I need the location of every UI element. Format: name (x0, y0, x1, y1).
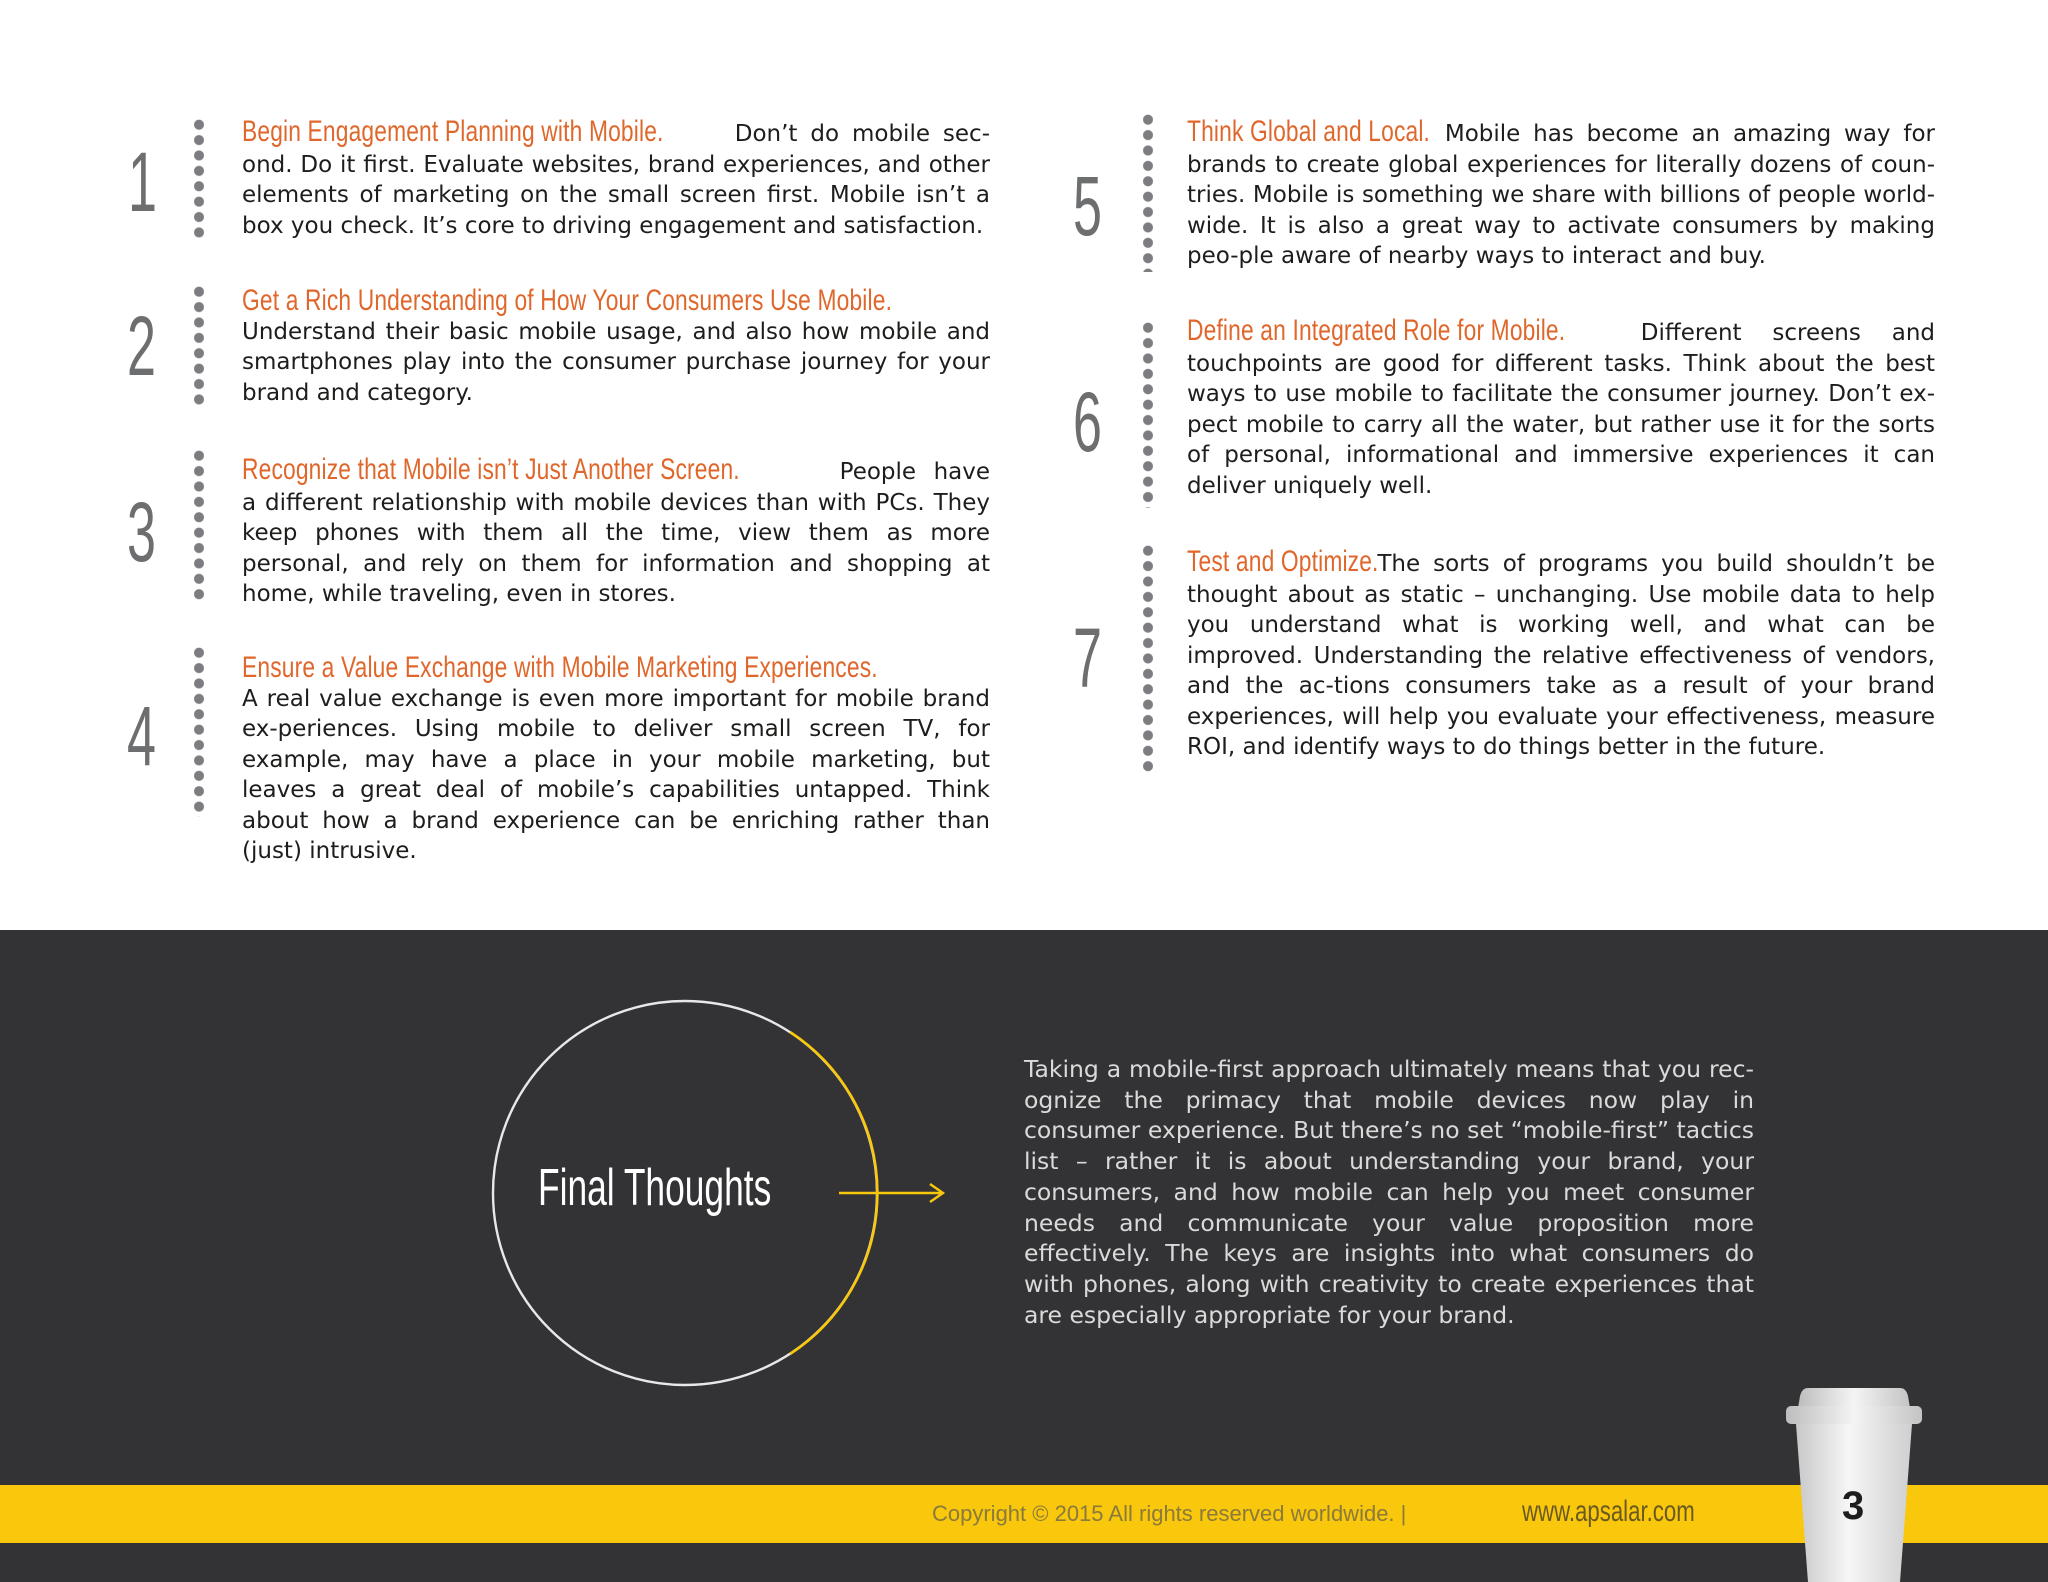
tip-number: 1 (128, 135, 157, 229)
tip-body: A real value exchange is even more important for mobile brand ex-periences. Using mobile to deliver small screen TV, for example, may have a place in your mobile marketing, but leaves a great deal of mobile’s capabilities untapped. Think about how a brand experience can be enriching rather than (just) intrusive. (242, 685, 990, 864)
tip-text (242, 653, 990, 867)
website-link[interactable]: www.apsalar.com (1522, 1495, 1695, 1528)
tip-number: 6 (1073, 375, 1102, 469)
tip-title: Recognize that Mobile isn’t Just Another Screen. (242, 453, 740, 486)
tip-number: 2 (127, 299, 156, 393)
dot-divider (1143, 320, 1153, 508)
tip-title: Define an Integrated Role for Mobile. (1187, 314, 1566, 347)
dot-divider (194, 284, 204, 406)
copyright-text: Copyright © 2015 All rights reserved worldwide. | (932, 1501, 1407, 1526)
page-number: 3 (1842, 1484, 1865, 1528)
tip-body: Understand their basic mobile usage, and also how mobile and smartphones play into the consumer purchase journey for your brand and category. (242, 318, 990, 406)
final-thoughts-body: Taking a mobile-first approach ultimately means that you rec-ognize the primacy that mobile devices now play in consumer experience. But there’s no set “mobile-first” tactics list – rather it is about understanding your brand, your consumers, and how mobile can help you meet consumer needs and communicate your value proposition more effectively. The keys are insights into what consumers do with phones, along with creativity to create experiences that are especially appropriate for your brand. (1024, 1055, 1754, 1329)
tip-title: Ensure a Value Exchange with Mobile Marketing Experiences. (242, 651, 878, 684)
dot-divider (1143, 543, 1153, 773)
tip-title: Test and Optimize. (1187, 545, 1379, 578)
tip-number: 7 (1073, 611, 1102, 705)
tip-text (1187, 547, 1935, 763)
tip-body: Different screens and touchpoints are good for different tasks. Think about the best ways to use mobile to facilitate the consumer journey. Don’t ex-pect mobile to carry all the water, but rather use it for the sorts of personal, informational and immersive experiences it can deliver uniquely well. (1187, 320, 1935, 499)
arrow-right-icon (838, 1182, 946, 1204)
final-thoughts-title: Final Thoughts (538, 1159, 772, 1217)
tip-title: Begin Engagement Planning with Mobile. (242, 115, 664, 148)
tip-text (1187, 316, 1935, 501)
tip-text (1187, 117, 1935, 272)
tip-text (242, 455, 990, 610)
tip-text (242, 117, 990, 241)
tip-title: Think Global and Local. (1187, 115, 1431, 148)
tip-body: People have a different relationship with mobile devices than with PCs. They keep phones with them all the time, view them as more personal, and rely on them for information and shopping at home, while traveling, even in stores. (242, 459, 990, 607)
tip-number: 4 (127, 689, 156, 783)
dot-divider (194, 117, 204, 239)
tip-text (242, 286, 990, 408)
tip-title: Get a Rich Understanding of How Your Consumers Use Mobile. (242, 284, 893, 317)
tip-number: 3 (127, 485, 156, 579)
dot-divider (194, 448, 204, 604)
dot-divider (1143, 112, 1153, 272)
dot-divider (194, 645, 204, 817)
tip-body: Don’t do mobile sec-ond. Do it first. Evaluate websites, brand experiences, and other elements of marketing on the small screen first. Mobile isn’t a box you check. It’s core to driving engagement and satisfaction. (242, 121, 990, 239)
tip-body: Mobile has become an amazing way for brands to create global experiences for literally dozens of coun-tries. Mobile is something we share with billions of people world-wide. It is also a great way to activate consumers by making peo-ple aware of nearby ways to interact and buy. (1187, 121, 1935, 269)
tip-number: 5 (1073, 159, 1102, 253)
tip-body: The sorts of programs you build shouldn’t be thought about as static – unchanging. Use mobile data to help you understand what is working well, and what can be improved. Understanding the relative effectiveness of vendors, and the ac-tions consumers take as a result of your brand experiences, will help you evaluate your effectiveness, measure ROI, and identify ways to do things better in the future. (1187, 551, 1936, 760)
